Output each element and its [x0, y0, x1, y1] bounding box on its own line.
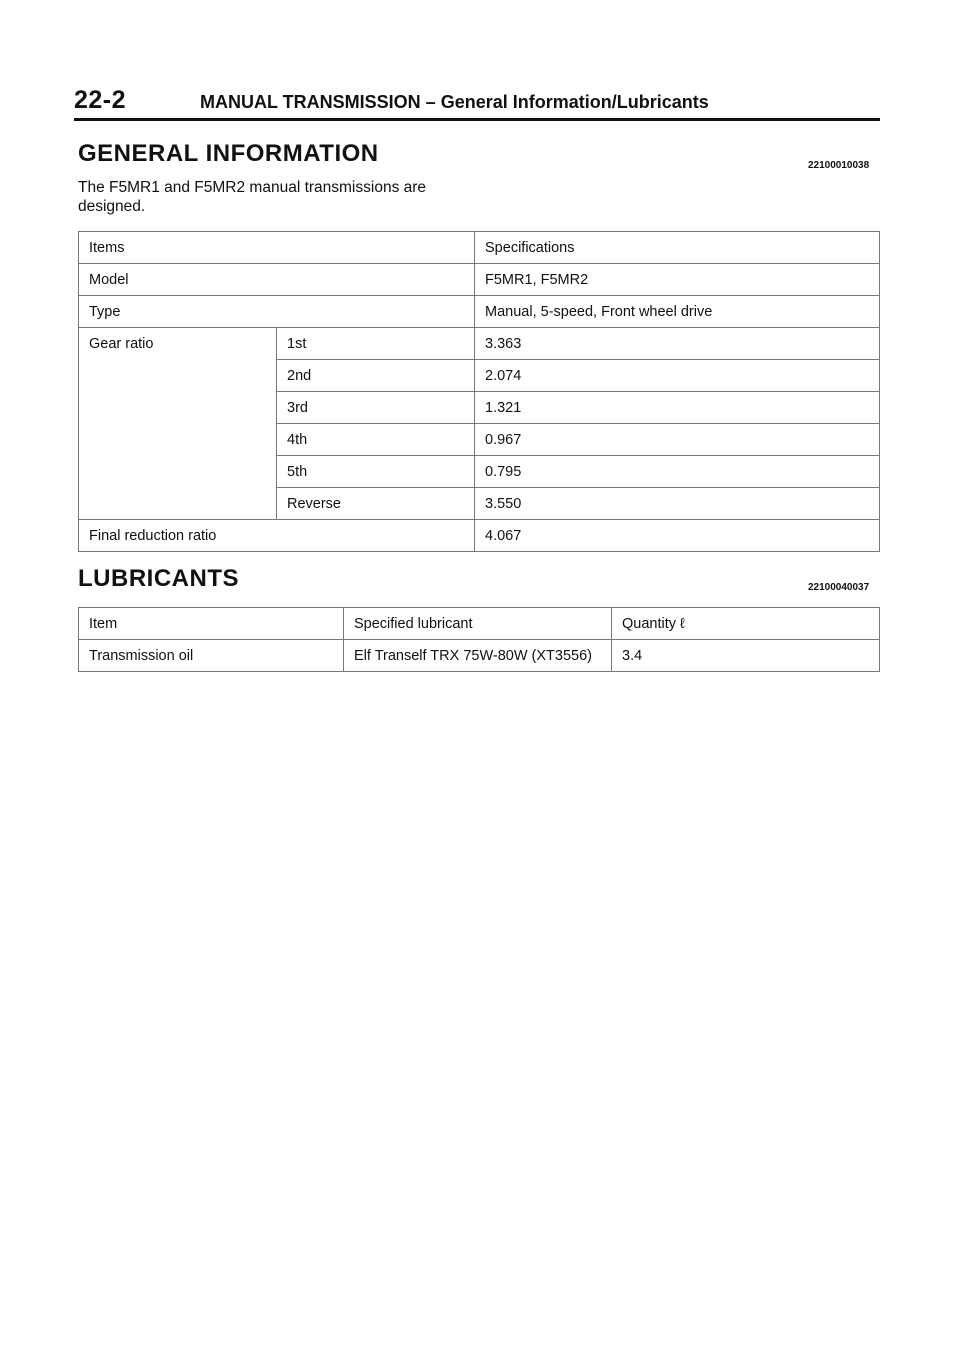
lubricants-title: LUBRICANTS — [78, 565, 239, 592]
gear-ratio-value: 0.967 — [475, 424, 880, 456]
table-row — [79, 608, 880, 640]
type-label: Type — [79, 296, 475, 328]
gear-ratio-value: 0.795 — [475, 456, 880, 488]
model-label: Model — [79, 264, 475, 296]
final-reduction-value: 4.067 — [475, 520, 880, 552]
items-header: Items — [79, 232, 475, 264]
type-value: Manual, 5-speed, Front wheel drive — [475, 296, 880, 328]
gear-name: 3rd — [277, 392, 475, 424]
header-title-separator: – — [420, 92, 441, 112]
gear-name: Reverse — [277, 488, 475, 520]
specifications-header: Specifications — [475, 232, 880, 264]
gear-ratio-value: 3.550 — [475, 488, 880, 520]
page-header — [74, 86, 880, 120]
gear-name: 5th — [277, 456, 475, 488]
model-value: F5MR1, F5MR2 — [475, 264, 880, 296]
general-information-code: 22100010038 — [808, 160, 870, 171]
gear-name: 2nd — [277, 360, 475, 392]
table-row — [79, 328, 880, 360]
page-number: 22-2 — [74, 86, 127, 114]
table-row — [79, 296, 880, 328]
gear-ratio-value: 2.074 — [475, 360, 880, 392]
item-header: Item — [79, 608, 344, 640]
header-title-sub: General Information/Lubricants — [440, 92, 709, 112]
gear-ratio-value: 3.363 — [475, 328, 880, 360]
gear-ratio-value: 1.321 — [475, 392, 880, 424]
item-cell: Transmission oil — [79, 640, 344, 672]
general-information-title: GENERAL INFORMATION — [78, 140, 379, 167]
gear-name: 1st — [277, 328, 475, 360]
gear-ratio-label: Gear ratio — [79, 328, 277, 520]
table-row — [79, 520, 880, 552]
header-rule — [74, 118, 880, 121]
lubricant-cell: Elf Tranself TRX 75W-80W (XT3556) — [344, 640, 612, 672]
intro-line-1: The F5MR1 and F5MR2 manual transmissions are — [78, 179, 427, 196]
lubricant-header: Specified lubricant — [344, 608, 612, 640]
intro-line-2: designed. — [78, 198, 146, 215]
specifications-table — [78, 231, 880, 552]
gear-name: 4th — [277, 424, 475, 456]
lubricants-code: 22100040037 — [808, 582, 870, 593]
quantity-cell: 3.4 — [612, 640, 880, 672]
quantity-header: Quantity ℓ — [612, 608, 880, 640]
intro-paragraph — [78, 178, 478, 216]
table-row — [79, 264, 880, 296]
header-title-main: MANUAL TRANSMISSION — [200, 92, 421, 112]
lubricants-table — [78, 607, 880, 672]
table-row — [79, 640, 880, 672]
page-header-title — [200, 92, 709, 113]
table-row — [79, 232, 880, 264]
final-reduction-label: Final reduction ratio — [79, 520, 475, 552]
